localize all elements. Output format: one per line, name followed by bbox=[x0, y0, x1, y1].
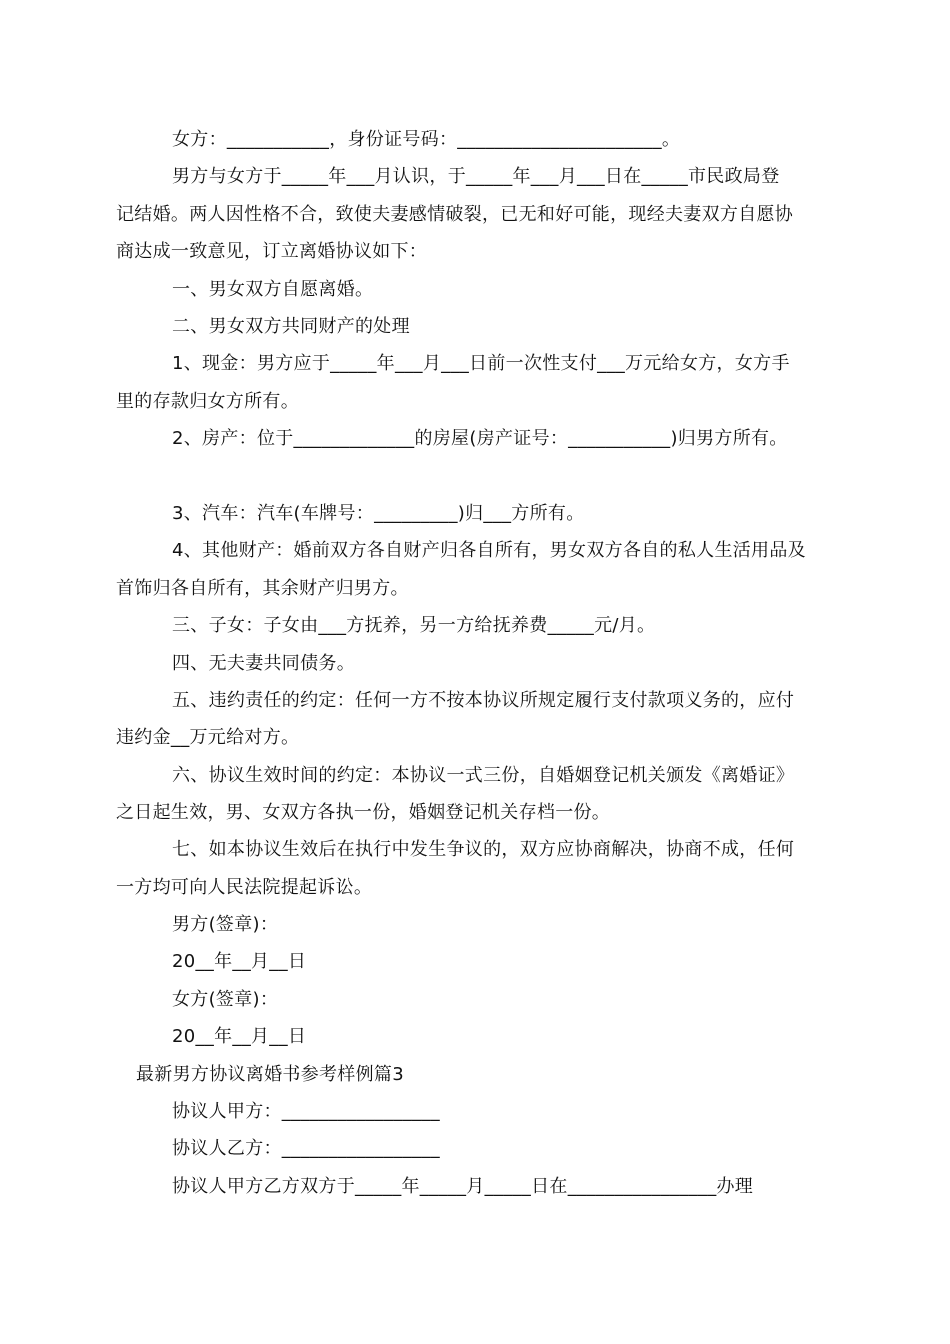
cash-clause-line-2: 里的存款归女方所有。 bbox=[116, 391, 299, 412]
party-b-line: 协议人乙方：_________________ bbox=[172, 1138, 440, 1159]
clause-1: 一、男女双方自愿离婚。 bbox=[172, 279, 374, 300]
section-3-title: 最新男方协议离婚书参考样例篇3 bbox=[136, 1064, 404, 1085]
breach-clause-line-1: 五、违约责任的约定：任何一方不按本协议所规定履行支付款项义务的，应付 bbox=[172, 690, 795, 711]
other-property-line-2: 首饰归各自所有，其余财产归男方。 bbox=[116, 578, 409, 599]
marriage-info-line-2: 记结婚。两人因性格不合，致使夫妻感情破裂，已无和好可能，现经夫妻双方自愿协 bbox=[116, 204, 794, 225]
property-clause: 2、房产：位于_____________的房屋(房产证号：___________)归男方所有。 bbox=[172, 428, 788, 449]
female-signature-date: 20__年__月__日 bbox=[172, 1026, 307, 1047]
other-property-line-1: 4、其他财产：婚前双方各自财产归各自所有，男女双方各自的私人生活用品及 bbox=[172, 540, 806, 561]
children-clause: 三、子女：子女由___方抚养，另一方给抚养费_____元/月。 bbox=[172, 615, 656, 636]
dispute-clause-line-2: 一方均可向人民法院提起诉讼。 bbox=[116, 877, 373, 898]
cash-clause-line-1: 1、现金：男方应于_____年___月___日前一次性支付___万元给女方，女方手 bbox=[172, 353, 790, 374]
agreement-intro-line: 协议人甲方乙方双方于_____年_____月_____日在________________办理 bbox=[172, 1176, 754, 1197]
female-signature: 女方(签章)： bbox=[172, 989, 279, 1010]
marriage-info-line-3: 商达成一致意见，订立离婚协议如下： bbox=[116, 241, 428, 262]
effective-clause-line-1: 六、协议生效时间的约定：本协议一式三份，自婚姻登记机关颁发《离婚证》 bbox=[172, 765, 795, 786]
dispute-clause-line-1: 七、如本协议生效后在执行中发生争议的，双方应协商解决，协商不成，任何 bbox=[172, 839, 795, 860]
breach-clause-line-2: 违约金__万元给对方。 bbox=[116, 727, 300, 748]
clause-2-heading: 二、男女双方共同财产的处理 bbox=[172, 316, 410, 337]
male-signature: 男方(签章)： bbox=[172, 914, 279, 935]
female-party-line: 女方：___________，身份证号码：______________________。 bbox=[172, 129, 681, 150]
party-a-line: 协议人甲方：_________________ bbox=[172, 1101, 440, 1122]
effective-clause-line-2: 之日起生效，男、女双方各执一份，婚姻登记机关存档一份。 bbox=[116, 802, 611, 823]
male-signature-date: 20__年__月__日 bbox=[172, 951, 307, 972]
debt-clause: 四、无夫妻共同债务。 bbox=[172, 653, 355, 674]
vehicle-clause: 3、汽车：汽车(车牌号：_________)归___方所有。 bbox=[172, 503, 585, 524]
marriage-info-line-1: 男方与女方于_____年___月认识，于_____年___月___日在_____市民政局登 bbox=[172, 166, 780, 187]
